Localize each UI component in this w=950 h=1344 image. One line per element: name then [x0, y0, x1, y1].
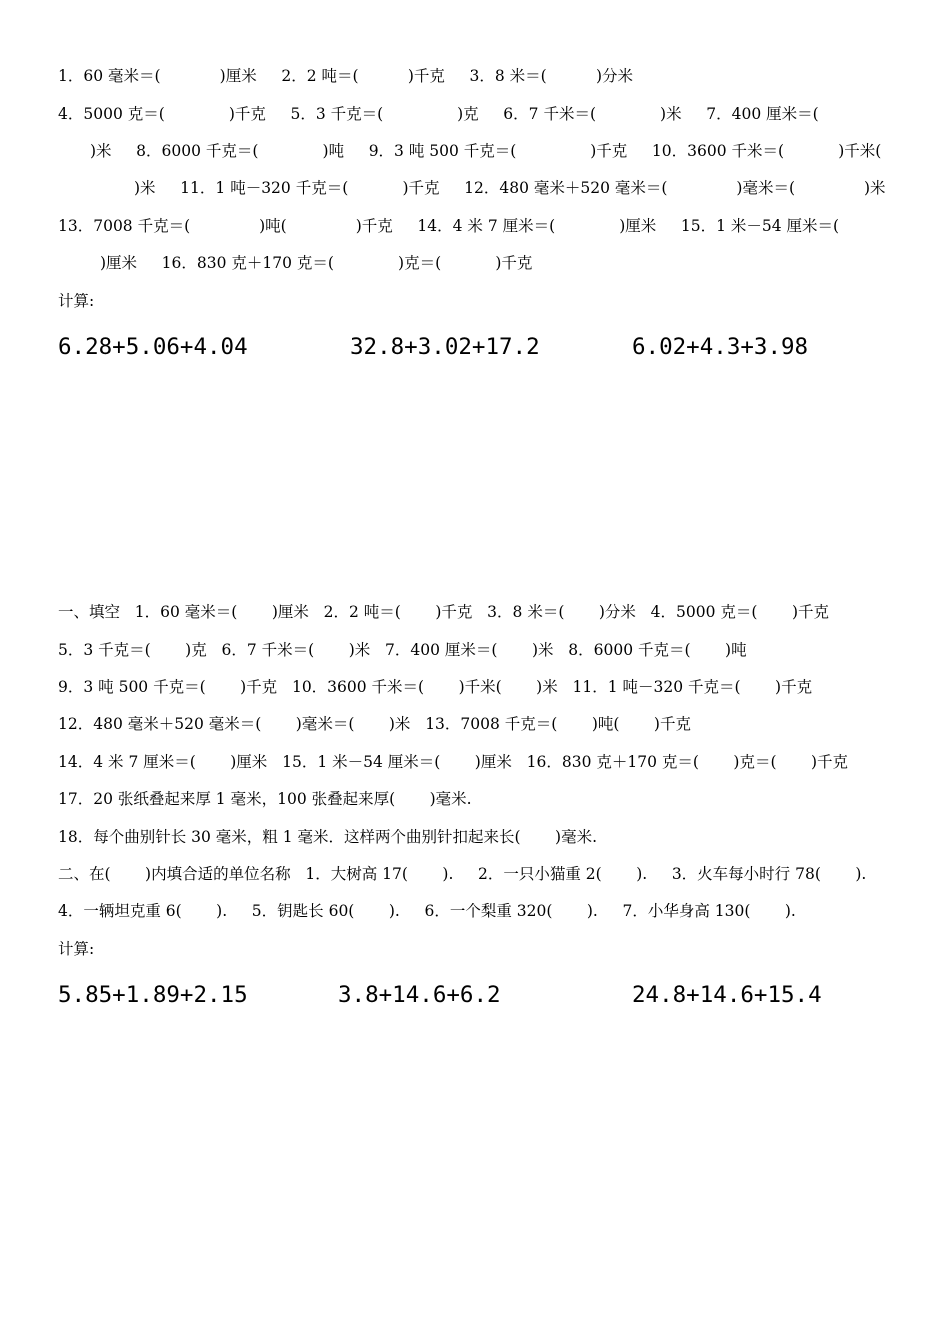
part1-line-4: )米 11．1 吨－320 千克＝( )千克 12．480 毫米＋520 毫米＝( )毫米＝( )米 — [134, 179, 886, 197]
part2-calc-1: 5.85+1.89+2.15 — [58, 982, 248, 1008]
part2-calc-row — [58, 981, 822, 1093]
part1-line-3: )米 8．6000 千克＝( )吨 9．3 吨 500 千克＝( )千克 10．3600 千米＝( )千米( — [90, 142, 882, 160]
part2-line-2: 5．3 千克＝( )克 6．7 千米＝( )米 7．400 厘米＝( )米 8．6000 千克＝( )吨 — [58, 641, 747, 659]
part1-line-5: 13．7008 千克＝( )吨( )千克 14．4 米 7 厘米＝( )厘米 15．1 米－54 厘米＝( — [58, 217, 840, 235]
part2-calc-3: 24.8+14.6+15.4 — [632, 982, 822, 1008]
part1-calc-1: 6.28+5.06+4.04 — [58, 334, 248, 360]
part2-line-6: 17．20 张纸叠起来厚 1 毫米，100 张叠起来厚( )毫米. — [58, 790, 472, 808]
part2-calc-2: 3.8+14.6+6.2 — [338, 982, 501, 1008]
part1-calc-3: 6.02+4.3+3.98 — [632, 334, 809, 360]
part2-line-3: 9．3 吨 500 千克＝( )千克 10．3600 千米＝( )千米( )米 11．1 吨－320 千克＝( )千克 — [58, 678, 813, 696]
part1-calc-2: 32.8+3.02+17.2 — [350, 334, 540, 360]
part2-calc-label: 计算: — [58, 940, 95, 958]
part1-calc-label: 计算: — [58, 292, 95, 310]
part2-line-7: 18．每个曲别针长 30 毫米，粗 1 毫米．这样两个曲别针扣起来长( )毫米. — [58, 828, 598, 846]
part2-line-4: 12．480 毫米＋520 毫米＝( )毫米＝( )米 13．7008 千克＝( )吨( )千克 — [58, 715, 691, 733]
part2-line-9: 4．一辆坦克重 6( ). 5．钥匙长 60( ). 6．一个梨重 320( ). 7．小华身高 130( ). — [58, 902, 796, 920]
part2-line-5: 14．4 米 7 厘米＝( )厘米 15．1 米－54 厘米＝( )厘米 16．830 克＋170 克＝( )克＝( )千克 — [58, 753, 849, 771]
part1-calc-row — [58, 333, 809, 445]
part2-line-8: 二、在( )内填合适的单位名称 1．大树高 17( ). 2．一只小猫重 2( ). 3．火车每小时行 78( ). — [58, 865, 867, 883]
part1-line-1: 1．60 毫米＝( )厘米 2．2 吨＝( )千克 3．8 米＝( )分米 — [58, 67, 634, 85]
part2-line-1: 一、填空 1．60 毫米＝( )厘米 2．2 吨＝( )千克 3．8 米＝( )分米 4．5000 克＝( )千克 — [58, 603, 830, 621]
part1-line-6: )厘米 16．830 克＋170 克＝( )克＝( )千克 — [100, 254, 533, 272]
part1-line-2: 4．5000 克＝( )千克 5．3 千克＝( )克 6．7 千米＝( )米 7．400 厘米＝( — [58, 105, 819, 123]
